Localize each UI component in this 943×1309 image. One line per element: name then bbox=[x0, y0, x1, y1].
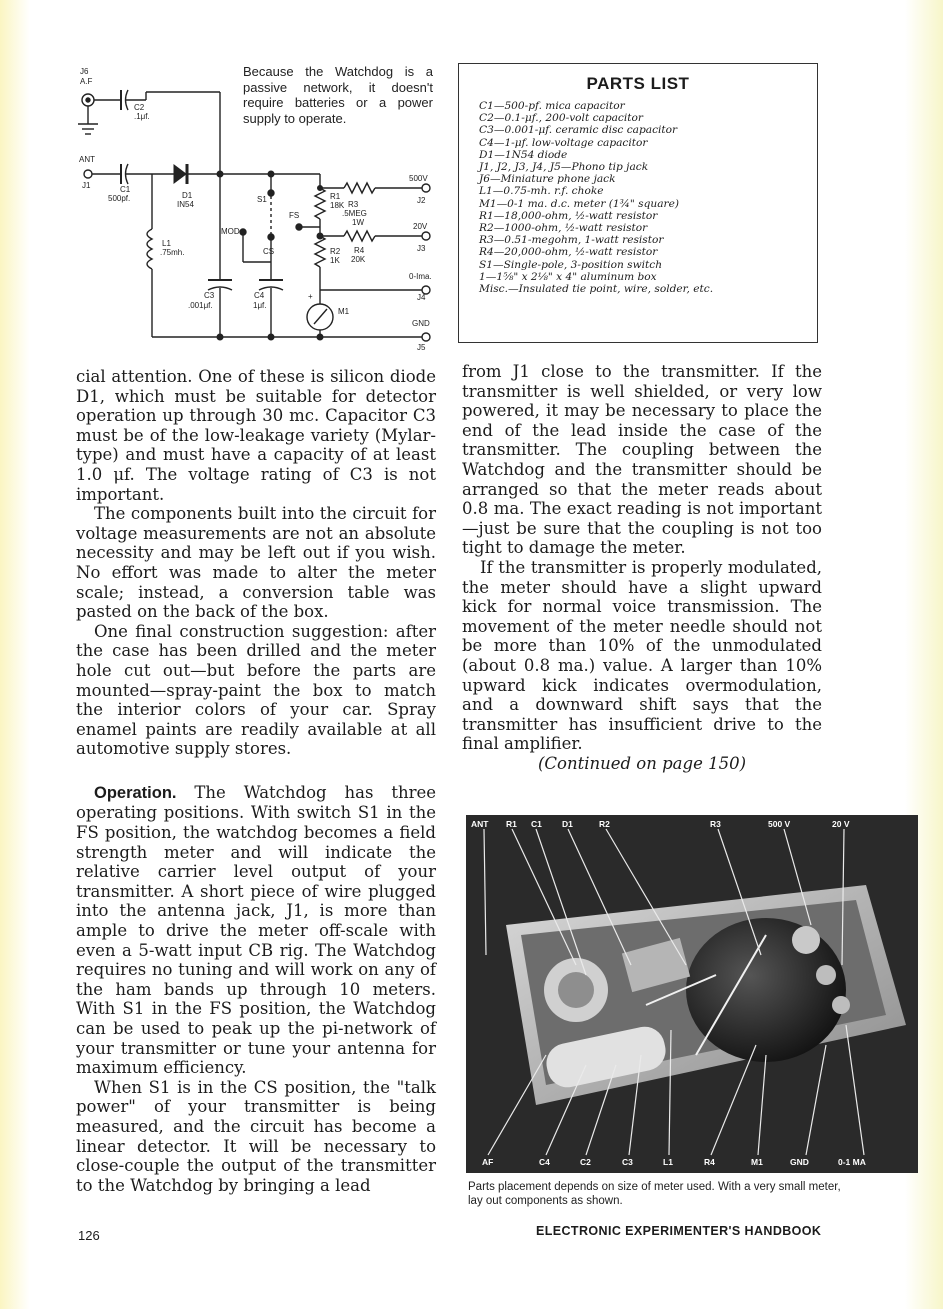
label-r3-value: .5MEG bbox=[342, 209, 367, 218]
photo-label-c2: C2 bbox=[580, 1157, 591, 1167]
photo-label-d1: D1 bbox=[562, 819, 573, 829]
page-number: 126 bbox=[78, 1228, 100, 1243]
label-c3-value: .001μf. bbox=[188, 301, 213, 310]
label-cs: CS bbox=[263, 247, 275, 256]
parts-list-title: PARTS LIST bbox=[586, 74, 690, 93]
label-j3: J3 bbox=[417, 244, 426, 253]
photo-label-ant: ANT bbox=[471, 819, 489, 829]
label-r4-value: 20K bbox=[351, 255, 366, 264]
label-r3: R3 bbox=[348, 200, 359, 209]
parts-list-item: C3—0.001-μf. ceramic disc capacitor bbox=[479, 124, 678, 137]
parts-list-item: 1—1⅝" x 2⅛" x 4" aluminum box bbox=[479, 270, 657, 283]
label-r1-value: 18K bbox=[330, 201, 345, 210]
photo-label-af: AF bbox=[482, 1157, 494, 1167]
operation-heading: Operation. bbox=[94, 783, 177, 802]
parts-placement-photo bbox=[466, 815, 918, 1173]
photo-label-c3: C3 bbox=[622, 1157, 633, 1167]
photo-label-r2: R2 bbox=[599, 819, 610, 829]
parts-list-item: Misc.—Insulated tie point, wire, solder, etc. bbox=[479, 283, 714, 296]
label-c2-value: .1μf. bbox=[134, 112, 150, 121]
parts-list-item: M1—0-1 ma. d.c. meter (1¾" square) bbox=[479, 197, 679, 210]
circuit-note: Because the Watchdog is a passive network, it doesn't require batteries or a power supply to operate. bbox=[243, 64, 433, 126]
label-j2-voltage: 500V bbox=[409, 174, 428, 183]
paragraph-text: The Watchdog has three operating positions. With switch S1 in the FS position, the watchdog becomes a field strength meter and will indicate the relative carrier level output of your transmitter. A short piece of wire plugged into the antenna jack, J1, is more than ample to drive the meter off-scale with even a 5-watt input CB rig. The Watchdog requires no tuning and will work on any of the ham bands up through 10 meters. With S1 in the FS position, the Watchdog can be used to peak up the pi-network of your transmitter or tune your antenna for maximum efficiency. bbox=[76, 782, 436, 1078]
label-l1-value: .75mh. bbox=[160, 248, 185, 257]
label-j6: J6 bbox=[80, 67, 89, 76]
paragraph: One final construction suggestion: after the case has been drilled and the meter hole cut out—but before the parts are mounted—spray-paint the box to match the interior colors of your car. Spray enamel paints are readily available at all automotive supply stores. bbox=[76, 621, 436, 759]
label-s1: S1 bbox=[257, 195, 267, 204]
label-r2: R2 bbox=[330, 247, 341, 256]
label-c1-value: 500pf. bbox=[108, 194, 131, 203]
parts-list-items bbox=[459, 100, 817, 295]
photo-label-gnd: GND bbox=[790, 1157, 809, 1167]
label-d1-value: IN54 bbox=[177, 200, 194, 209]
photo-label-m1: M1 bbox=[751, 1157, 763, 1167]
label-j4-range: 0-Ima. bbox=[409, 272, 432, 281]
label-c1: C1 bbox=[120, 185, 131, 194]
left-column bbox=[76, 367, 436, 1195]
label-fs: FS bbox=[289, 211, 300, 220]
parts-list-box bbox=[458, 63, 818, 343]
photo-label-r1: R1 bbox=[506, 819, 517, 829]
parts-list-item: C2—0.1-μf., 200-volt capacitor bbox=[479, 112, 643, 125]
paragraph: The components built into the circuit for voltage measurements are not an absolute necessity and may be left out if you wish. No effort was made to alter the meter scale; instead, a conversion table was pasted on the back of the box. bbox=[76, 504, 436, 622]
label-r4: R4 bbox=[354, 246, 365, 255]
label-j5: J5 bbox=[417, 343, 426, 352]
label-mod: MOD bbox=[221, 227, 240, 236]
label-c4-value: 1μf. bbox=[253, 301, 267, 310]
parts-list-item: J6—Miniature phone jack bbox=[479, 173, 616, 186]
parts-list-item: S1—Single-pole, 3-position switch bbox=[479, 258, 663, 271]
photo-label-r4: R4 bbox=[704, 1157, 715, 1167]
parts-list-item: R4—20,000-ohm, ½-watt resistor bbox=[479, 246, 658, 259]
parts-list-item: L1—0.75-mh. r.f. choke bbox=[479, 185, 604, 198]
parts-list-item: D1—1N54 diode bbox=[479, 148, 568, 161]
photo-label-c1: C1 bbox=[531, 819, 542, 829]
label-r3-watt: 1W bbox=[352, 218, 364, 227]
photo-label-r3: R3 bbox=[710, 819, 721, 829]
label-plus: + bbox=[308, 292, 313, 301]
parts-list-item: R3—0.51-megohm, 1-watt resistor bbox=[479, 234, 664, 247]
label-c2: C2 bbox=[134, 103, 145, 112]
label-af: A.F bbox=[80, 77, 93, 86]
label-j2: J2 bbox=[417, 196, 426, 205]
parts-list-item: C4—1-μf. low-voltage capacitor bbox=[479, 136, 648, 149]
photo-caption: Parts placement depends on size of meter used. With a very small meter, lay out components as shown. bbox=[468, 1181, 841, 1207]
paragraph: from J1 close to the transmitter. If the transmitter is well shielded, or very low powered, it may be necessary to place the end of the lead inside the case of the transmitter. The coupling between the Watchdog and the transmitter should be arranged so that the meter reads about 0.8 ma. The exact reading is not important—just be sure that the coupling is not too tight to damage the meter. bbox=[462, 362, 822, 558]
photo-label-l1: L1 bbox=[663, 1157, 673, 1167]
continued-note: (Continued on page 150) bbox=[537, 753, 747, 773]
paragraph: If the transmitter is properly modulated, the meter should have a slight upward kick for normal voice transmission. The movement of the meter needle should not be more than 10% of the unmodulated (about 0.8 ma.) value. A larger than 10% upward kick indicates overmodulation, and a downward shift says that the transmitter has insufficient drive to the final amplifier. bbox=[462, 557, 822, 754]
label-j1: J1 bbox=[82, 181, 91, 190]
label-m1: M1 bbox=[338, 307, 350, 316]
photo-label-0-1ma: 0-1 MA bbox=[838, 1157, 866, 1167]
label-ant: ANT bbox=[79, 155, 95, 164]
photo-label-20v: 20 V bbox=[832, 819, 850, 829]
paragraph: When S1 is in the CS position, the "talk power" of your transmitter is being measured, and the circuit has become a linear detector. It will be necessary to close-couple the output of the transmitter to the Watchdog by bringing a lead bbox=[76, 1077, 436, 1195]
publication-name: ELECTRONIC EXPERIMENTER'S HANDBOOK bbox=[536, 1224, 822, 1238]
label-j4: J4 bbox=[417, 293, 426, 302]
photo-illustration bbox=[466, 815, 918, 1173]
parts-list-item: R1—18,000-ohm, ½-watt resistor bbox=[479, 209, 658, 222]
parts-list-item: C1—500-pf. mica capacitor bbox=[479, 100, 625, 112]
label-r1: R1 bbox=[330, 192, 341, 201]
label-j3-voltage: 20V bbox=[413, 222, 428, 231]
parts-list-item: J1, J2, J3, J4, J5—Phono tip jack bbox=[479, 161, 649, 174]
label-j5-gnd: GND bbox=[412, 319, 430, 328]
right-column bbox=[462, 362, 822, 773]
photo-label-c4: C4 bbox=[539, 1157, 550, 1167]
parts-list-item: R2—1000-ohm, ½-watt resistor bbox=[479, 222, 648, 235]
label-d1: D1 bbox=[182, 191, 193, 200]
paragraph: cial attention. One of these is silicon diode D1, which must be suitable for detector operation up through 30 mc. Capacitor C3 must be of the low-leakage variety (Mylar-type) and must have a capacity of at least 1.0 μf. The voltage rating of C3 is not important. bbox=[76, 367, 436, 504]
label-c4: C4 bbox=[254, 291, 265, 300]
label-c3: C3 bbox=[204, 291, 215, 300]
photo-label-500v: 500 V bbox=[768, 819, 791, 829]
operation-paragraph bbox=[76, 783, 436, 1078]
label-l1: L1 bbox=[162, 239, 171, 248]
label-r2-value: 1K bbox=[330, 256, 340, 265]
